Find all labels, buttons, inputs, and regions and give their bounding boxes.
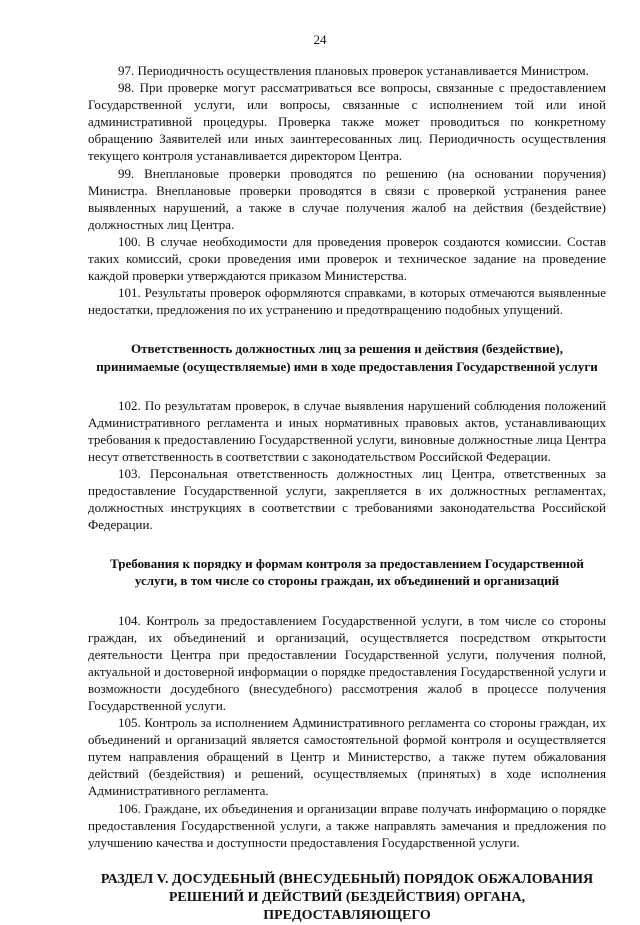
paragraph-102: 102. По результатам проверок, в случае выявления нарушений соблюдения положений Административного регламента и иных нормативных правовых актов, устанавливающих требования к предоставлению Государственной услуги, виновные должностные лица Центра несут ответственность в соответствии с законодательством Российской Федерации. [88, 397, 606, 464]
paragraph-99: 99. Внеплановые проверки проводятся по решению (на основании поручения) Министра. Внеплановые проверки проводятся в связи с проверкой устранения ранее выявленных нарушений, а также в случае получения жалоб на действия (бездействие) должностных лиц Центра. [88, 165, 606, 232]
heading-responsibility: Ответственность должностных лиц за решения и действия (бездействие), принимаемые (осуществляемые) ими в ходе предоставления Государственной услуги [96, 341, 598, 374]
paragraph-98: 98. При проверке могут рассматриваться все вопросы, связанные с предоставлением Государственной услуги, или вопросы, связанные с исполнением той или иной административной процедуры. Проверка также может проводиться по конкретному обращению Заявителей или иных заинтересованных лиц. Периодичность осуществления текущего контроля устанавливается директором Центра. [88, 80, 606, 164]
heading-requirements: Требования к порядку и формам контроля за предоставлением Государственной услуги, в том числе со стороны граждан, их объединений и организаций [110, 556, 584, 589]
section-title-line-2: РЕШЕНИЙ И ДЕЙСТВИЙ (БЕЗДЕЙСТВИЯ) ОРГАНА, ПРЕДОСТАВЛЯЮЩЕГО [168, 889, 526, 923]
section-title-line-1: РАЗДЕЛ V. ДОСУДЕБНЫЙ (ВНЕСУДЕБНЫЙ) ПОРЯДОК ОБЖАЛОВАНИЯ [100, 871, 594, 887]
paragraph-97: 97. Периодичность осуществления плановых проверок устанавливается Министром. [118, 63, 589, 78]
paragraph-101: 101. Результаты проверок оформляются справками, в которых отмечаются выявленные недостатки, предложения по их устранению и предотвращению подобных упущений. [88, 285, 606, 318]
paragraph-106: 106. Граждане, их объединения и организации вправе получать информацию о порядке предоставления Государственной услуги, а также направлять замечания и предложения по улучшению качества и доступности предоставления Государственной услуги. [88, 800, 606, 850]
paragraph-104: 104. Контроль за предоставлением Государственной услуги, в том числе со стороны граждан, их объединений и организаций, осуществляется посредством открытости деятельности Центра при предоставлении Государственной услуги, получения полной, актуальной и достоверной информации о порядке предоставления Государственной услуги и возможности досудебного (внесудебного) рассмотрения жалоб в процессе получения Государственной услуги. [88, 612, 606, 713]
page-content [88, 62, 606, 925]
paragraph-100: 100. В случае необходимости для проведения проверок создаются комиссии. Состав таких комиссий, сроки проведения ими проверок и техническое задание на проведение каждой проверки утверждаются приказом Министерства. [88, 233, 606, 284]
paragraph-105: 105. Контроль за исполнением Административного регламента со стороны граждан, их объединений и организаций является самостоятельной формой контроля и осуществляется путем направления обращений в Центр и Министерство, а также путем обжалования действий (бездействия) и решений, осуществляемых (принятых) в ходе исполнения Административного регламента. [88, 715, 606, 799]
paragraph-103: 103. Персональная ответственность должностных лиц Центра, ответственных за предоставление Государственной услуги, закрепляется в их должностных регламентах, должностных инструкциях в соответствии с требованиями законодательства Российской Федерации. [88, 465, 606, 533]
section-title [88, 871, 606, 925]
page-number: 24 [313, 32, 327, 47]
